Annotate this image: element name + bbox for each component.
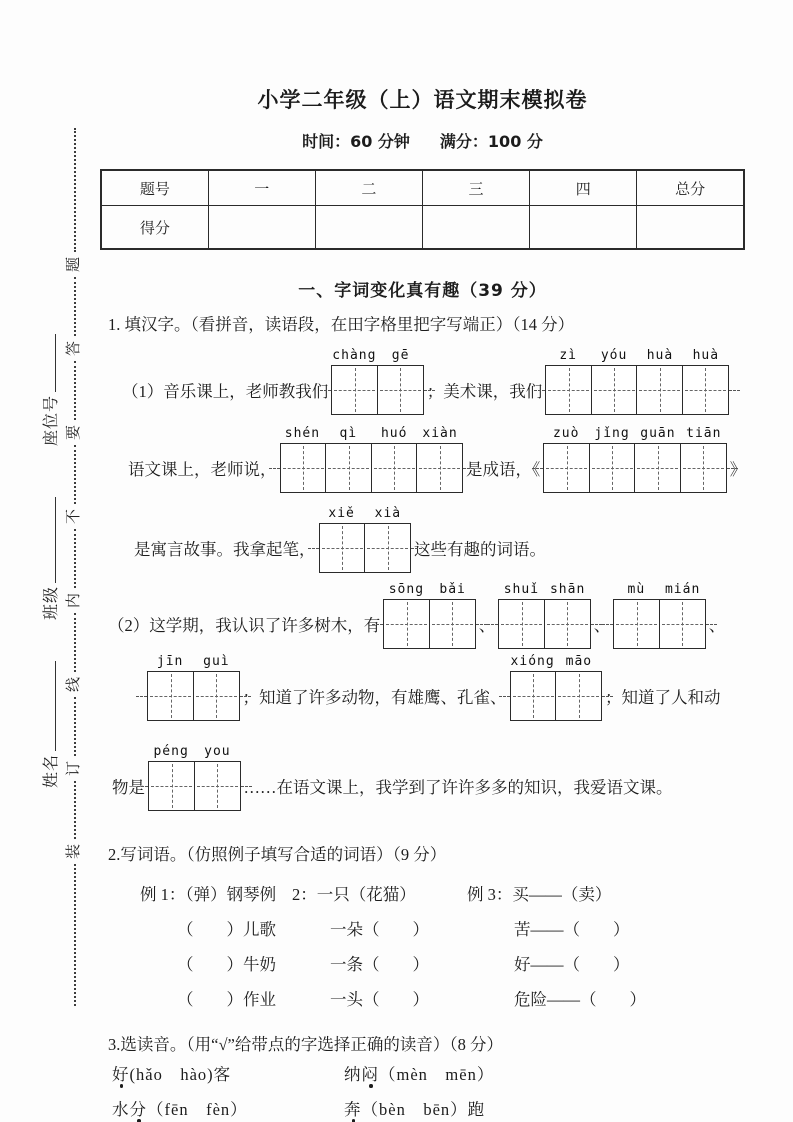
text-segment: ；知道了人和动 [605, 688, 721, 707]
text-segment: (hǎo hào)客 [129, 1064, 232, 1084]
tianzige-cell[interactable] [543, 443, 590, 493]
text-segment: 、 [478, 616, 496, 635]
text-segment: 纳 [344, 1064, 362, 1084]
q3-choice[interactable] [344, 1096, 485, 1120]
tianzige-cell[interactable] [147, 671, 194, 721]
pinyin-label: jīn guì [156, 654, 230, 669]
binding-dotted-segment [74, 613, 76, 672]
tianzige-cell[interactable] [148, 761, 195, 811]
q2-example-cell: 例 1：（弹）钢琴例 [140, 884, 277, 904]
q3-choice[interactable] [344, 1061, 494, 1085]
tianzige-group[interactable] [331, 348, 424, 415]
tianzige-cell[interactable] [383, 599, 430, 649]
q2-blank-cell[interactable]: 好——（ ） [514, 954, 630, 974]
dotted-char: 奔 [344, 1096, 362, 1120]
pinyin-label: zì yóu huà huà [559, 348, 720, 363]
page-title: 小学二年级（上）语文期末模拟卷 [257, 88, 588, 112]
binding-char: 线 [66, 676, 83, 692]
tianzige-cell[interactable] [193, 671, 240, 721]
tianzige-group[interactable] [280, 426, 464, 493]
section-one-heading: 一、字词变化真有趣（39 分） [298, 281, 547, 301]
score-cell[interactable] [530, 206, 637, 250]
q2-blank-cell[interactable]: 一条（ ） [330, 954, 429, 974]
q3-choice[interactable] [112, 1061, 344, 1085]
tianzige-cell[interactable] [680, 443, 727, 493]
binding-dotted-segment [74, 697, 76, 756]
tianzige-group[interactable] [543, 426, 727, 493]
binding-dotted-segment [74, 128, 76, 252]
time-limit: 时间：60 分钟 [302, 132, 410, 151]
full-score: 满分：100 分 [439, 132, 543, 151]
text-segment: （1）音乐课上，老师教我们 [122, 382, 329, 401]
tianzige-cell[interactable] [416, 443, 463, 493]
pinyin-label: xiě xià [328, 506, 402, 521]
score-cell[interactable] [208, 206, 315, 250]
tianzige-cell[interactable] [545, 365, 592, 415]
paper-meta [100, 129, 745, 152]
text-segment: ；美术课，我们 [426, 382, 543, 401]
q2-blank-cell[interactable]: 一头（ ） [330, 989, 429, 1009]
fill-line-1 [100, 348, 745, 415]
binding-dotted-segment [74, 445, 76, 504]
score-table-header: 三 [422, 170, 529, 206]
q2-blank-cell[interactable]: （ ）牛奶 [177, 954, 276, 974]
text-segment: （fēn fèn） [147, 1099, 248, 1119]
score-table-header: 二 [315, 170, 422, 206]
q3-choice[interactable] [112, 1096, 344, 1120]
paper-body [100, 0, 745, 1122]
pinyin-label: sōng bǎi [388, 582, 466, 597]
q2-example-cell: 2：一只（花猫） [292, 884, 416, 904]
binding-line [66, 128, 84, 1006]
name-blank[interactable] [42, 661, 56, 751]
binding-char: 装 [66, 844, 83, 860]
text-segment: 、 [593, 616, 611, 635]
q3-row [112, 1090, 745, 1122]
text-segment: 语文课上，老师说， [128, 460, 277, 479]
binding-dotted-segment [74, 277, 76, 336]
tianzige-group[interactable] [147, 654, 240, 721]
dotted-char: 好 [112, 1061, 130, 1085]
binding-char: 内 [66, 592, 83, 608]
text-segment: ；知道了许多动物，有雄鹰、孔雀、 [242, 688, 507, 707]
question2-label: 2.写词语。（仿照例子填写合适的词语）（9 分） [108, 845, 447, 864]
tianzige-group[interactable] [510, 654, 603, 721]
seat-number-blank[interactable] [42, 334, 56, 392]
pinyin-label: zuò jǐng guān tiān [552, 426, 722, 441]
score-cell[interactable] [315, 206, 422, 250]
pinyin-label: shuǐ shān [503, 582, 586, 597]
binding-dotted-segment [74, 529, 76, 588]
binding-dotted-segment [74, 864, 76, 1006]
tianzige-cell[interactable] [682, 365, 729, 415]
text-segment: 、 [708, 616, 726, 635]
tianzige-cell[interactable] [591, 365, 638, 415]
question3-label: 3.选读音。（用“√”给带点的字选择正确的读音）（8 分） [108, 1035, 503, 1054]
tianzige-cell[interactable] [319, 523, 366, 573]
score-table-header: 题号 [101, 170, 208, 206]
tianzige-cell[interactable] [544, 599, 591, 649]
name-field [38, 661, 61, 788]
tianzige-cell[interactable] [429, 599, 476, 649]
binding-char: 答 [66, 340, 83, 356]
binding-dotted-segment [74, 361, 76, 420]
text-segment: 物是 [112, 778, 145, 797]
fill-line-2 [100, 426, 747, 493]
tianzige-cell[interactable] [371, 443, 418, 493]
q2-blank-cell[interactable]: （ ）作业 [177, 989, 276, 1009]
q2-item-row [177, 910, 745, 945]
score-cell[interactable] [422, 206, 529, 250]
tianzige-cell[interactable] [194, 761, 241, 811]
text-segment: （bèn bēn）跑 [361, 1099, 486, 1119]
q2-item-row [177, 945, 745, 980]
tianzige-cell[interactable] [613, 599, 660, 649]
q2-blank-cell[interactable]: 危险——（ ） [514, 989, 646, 1009]
dotted-char: 闷 [362, 1061, 380, 1085]
score-cell[interactable] [637, 206, 744, 250]
tianzige-cell[interactable] [325, 443, 372, 493]
q2-blank-cell[interactable]: 苦——（ ） [514, 919, 630, 939]
q3-row [112, 1055, 745, 1090]
tianzige-group[interactable] [148, 744, 241, 811]
q2-example-row [140, 875, 745, 910]
tianzige-group[interactable] [613, 582, 706, 649]
tianzige-cell[interactable] [659, 599, 706, 649]
pinyin-label: mù mián [627, 582, 701, 597]
fill-line-5 [100, 654, 745, 721]
seat-number-label: 座位号 [43, 394, 60, 446]
tianzige-group[interactable] [545, 348, 729, 415]
score-row-label: 得分 [101, 206, 208, 250]
question1-label: 1. 填汉字。（看拼音，读语段，在田字格里把字写端正）（14 分） [108, 315, 575, 334]
text-segment: （mèn mēn） [379, 1064, 495, 1084]
tianzige-group[interactable] [498, 582, 591, 649]
score-table-header-row [101, 170, 744, 206]
tianzige-cell[interactable] [498, 599, 545, 649]
class-blank[interactable] [42, 497, 56, 583]
binding-char: 题 [66, 256, 83, 272]
text-segment: （2）这学期，我认识了许多树木，有 [108, 616, 381, 635]
score-table-header: 四 [530, 170, 637, 206]
fill-line-4 [100, 582, 745, 649]
text-segment: ……在语文课上，我学到了许许多多的知识，我爱语文课。 [243, 778, 673, 797]
pinyin-label: xióng māo [510, 654, 593, 669]
q2-example-cell: 例 3：买——（卖） [467, 884, 612, 904]
score-table [100, 169, 745, 250]
pinyin-label: péng you [153, 744, 231, 759]
class-label: 班级 [43, 585, 60, 620]
tianzige-group[interactable] [319, 506, 412, 573]
tianzige-cell[interactable] [364, 523, 411, 573]
q2-item-row [177, 980, 745, 1015]
binding-char: 订 [66, 760, 83, 776]
text-segment: 是成语，《 [466, 460, 541, 479]
tianzige-cell[interactable] [510, 671, 557, 721]
binding-char: 不 [66, 508, 83, 524]
dotted-char: 分 [130, 1096, 148, 1120]
fill-line-3 [100, 506, 745, 573]
score-table-header: 一 [208, 170, 315, 206]
seat-number-field [38, 334, 61, 446]
fill-line-6 [100, 744, 745, 811]
tianzige-cell[interactable] [377, 365, 424, 415]
text-segment: 》 [729, 460, 747, 479]
tianzige-cell[interactable] [555, 671, 602, 721]
class-field [38, 497, 61, 620]
tianzige-cell[interactable] [636, 365, 683, 415]
tianzige-cell[interactable] [634, 443, 681, 493]
pinyin-label: chàng gē [332, 348, 410, 363]
text-segment: 这些有趣的词语。 [414, 540, 546, 559]
tianzige-cell[interactable] [331, 365, 378, 415]
text-segment: 是寓言故事。我拿起笔， [134, 540, 316, 559]
binding-char: 要 [66, 424, 83, 440]
tianzige-group[interactable] [383, 582, 476, 649]
pinyin-label: shén qì huó xiàn [284, 426, 458, 441]
score-table-score-row [101, 206, 744, 250]
score-table-header: 总分 [637, 170, 744, 206]
q2-blank-cell[interactable]: （ ）儿歌 [177, 919, 276, 939]
name-label: 姓名 [43, 753, 60, 788]
binding-dotted-segment [74, 781, 76, 840]
tianzige-cell[interactable] [589, 443, 636, 493]
tianzige-cell[interactable] [280, 443, 327, 493]
text-segment: 水 [112, 1099, 130, 1119]
q2-blank-cell[interactable]: 一朵（ ） [330, 919, 429, 939]
